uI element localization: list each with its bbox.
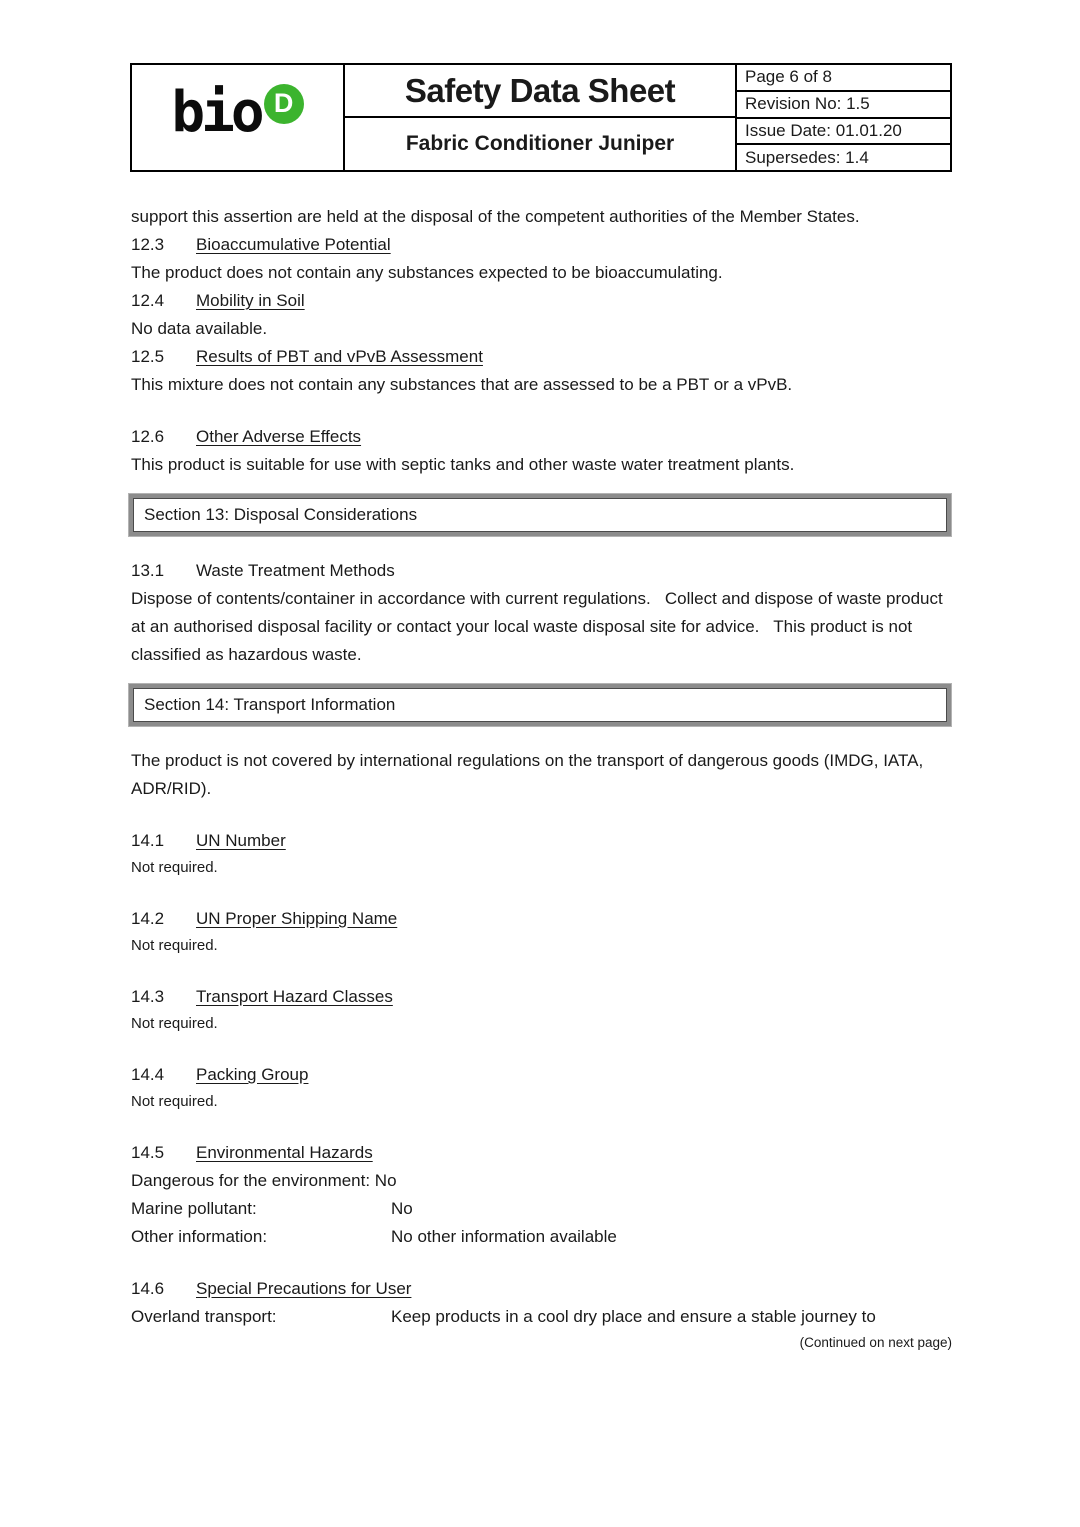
kv-label: Marine pollutant:: [131, 1199, 257, 1218]
subsection-heading: [131, 905, 952, 933]
key-value-row: [131, 1223, 952, 1251]
paragraph: This mixture does not contain any substances that are assessed to be a PBT or a vPvB.: [131, 375, 793, 394]
bio-d-logo-text: bio: [171, 79, 261, 145]
title-cell: [345, 65, 737, 170]
subsection-heading: [131, 231, 952, 259]
subsection-heading: [131, 1139, 952, 1167]
paragraph: The product is not covered by international regulations on the transport of dangerous goods (IMDG, IATA, ADR/RID).: [131, 751, 927, 798]
subsection-title: UN Proper Shipping Name: [196, 909, 398, 928]
product-name: Fabric Conditioner Juniper: [405, 132, 675, 155]
paragraph: No data available.: [131, 319, 268, 338]
kv-label: Overland transport:: [131, 1307, 277, 1326]
key-value-row: [131, 1303, 952, 1331]
subsection-title: UN Number: [196, 831, 286, 850]
subsection-title: Other Adverse Effects: [196, 427, 362, 446]
meta-row-1: Revision No: 1.5: [737, 92, 950, 119]
subsection-title: Environmental Hazards: [196, 1143, 373, 1162]
kv-value: No: [391, 1199, 413, 1218]
subsection-heading: [131, 1275, 952, 1303]
document-body: [131, 203, 952, 1355]
note-text: Not required.: [131, 937, 218, 954]
document-meta: [737, 65, 950, 170]
subsection-number: 14.6: [131, 1279, 165, 1298]
subsection-heading: [131, 557, 952, 585]
section-banner-title: Section 14: Transport Information: [133, 688, 947, 722]
spacer: [131, 1251, 952, 1275]
kv-label: Other information:: [131, 1227, 268, 1246]
kv-value: Keep products in a cool dry place and ensure a stable journey to: [391, 1307, 876, 1326]
meta-row-0: Page 6 of 8: [737, 65, 950, 92]
subsection-heading: [131, 287, 952, 315]
subsection-number: 14.1: [131, 831, 165, 850]
section-banner: [128, 493, 952, 537]
subsection-title: Mobility in Soil: [196, 291, 305, 310]
subsection-number: 14.3: [131, 987, 165, 1006]
spacer: [131, 803, 952, 827]
paragraph: This product is suitable for use with septic tanks and other waste water treatment plants.: [131, 455, 795, 474]
spacer: [131, 959, 952, 983]
section-banner: [128, 683, 952, 727]
paragraph: Dangerous for the environment: No: [131, 1171, 397, 1190]
continued-note: (Continued on next page): [799, 1335, 952, 1350]
note-text: Not required.: [131, 859, 218, 876]
paragraph: The product does not contain any substances expected to be bioaccumulating.: [131, 263, 723, 282]
subsection-number: 14.2: [131, 909, 165, 928]
subsection-title: Bioaccumulative Potential: [196, 235, 391, 254]
logo-cell: [132, 65, 345, 170]
subsection-number: 14.5: [131, 1143, 165, 1162]
subsection-number: 12.5: [131, 347, 165, 366]
document-title: Safety Data Sheet: [345, 65, 735, 118]
subsection-heading: [131, 827, 952, 855]
subsection-number: 13.1: [131, 561, 165, 580]
paragraph: support this assertion are held at the disposal of the competent authorities of the Member States.: [131, 207, 860, 226]
sds-header-table: [130, 63, 952, 172]
subsection-title: Results of PBT and vPvB Assessment: [196, 347, 483, 366]
subsection-number: 12.4: [131, 291, 165, 310]
spacer: [131, 1115, 952, 1139]
bio-d-logo: [171, 79, 303, 154]
subsection-heading: [131, 343, 952, 371]
subsection-heading: [131, 1061, 952, 1089]
subsection-heading: [131, 983, 952, 1011]
meta-row-3: Supersedes: 1.4: [745, 147, 869, 167]
bio-d-logo-badge-icon: D: [264, 84, 304, 124]
subsection-number: 14.4: [131, 1065, 165, 1084]
section-banner-title: Section 13: Disposal Considerations: [133, 498, 947, 532]
subsection-title: Waste Treatment Methods: [196, 561, 395, 580]
subsection-title: Packing Group: [196, 1065, 309, 1084]
paragraph: Dispose of contents/container in accordance with current regulations. Collect and dispose of waste product at an authorised disposal facility or contact your local waste disposal site for advice. This product is not classified as hazardous waste.: [131, 589, 948, 664]
spacer: [131, 1037, 952, 1061]
note-text: Not required.: [131, 1093, 218, 1110]
subsection-title: Transport Hazard Classes: [196, 987, 393, 1006]
subsection-number: 12.3: [131, 235, 165, 254]
subsection-number: 12.6: [131, 427, 165, 446]
meta-row-2: Issue Date: 01.01.20: [737, 119, 950, 146]
spacer: [131, 399, 952, 423]
subsection-heading: [131, 423, 952, 451]
spacer: [131, 881, 952, 905]
key-value-row: [131, 1195, 952, 1223]
kv-value: No other information available: [391, 1227, 617, 1246]
note-text: Not required.: [131, 1015, 218, 1032]
subsection-title: Special Precautions for User: [196, 1279, 412, 1298]
